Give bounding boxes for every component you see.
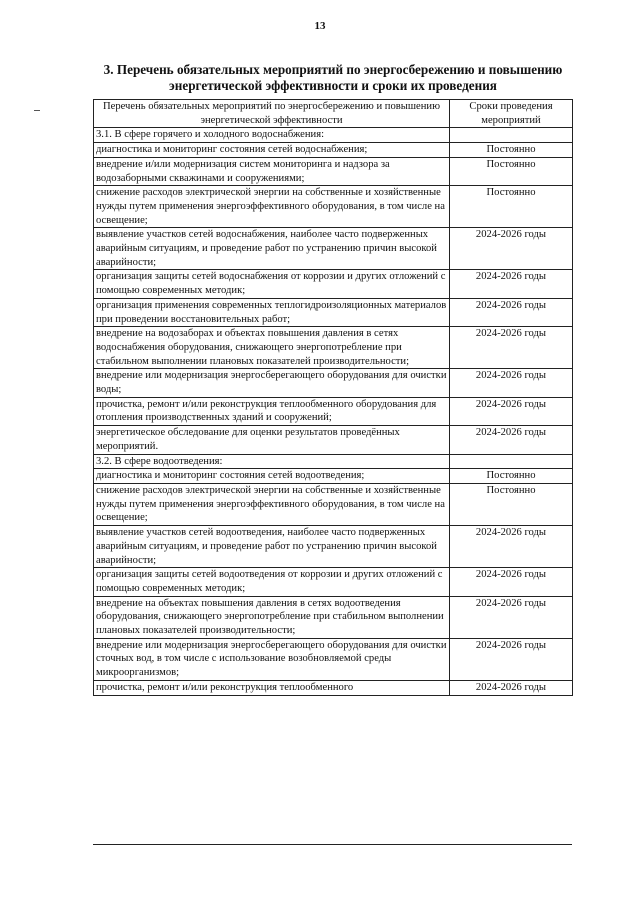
- table-header-row: [94, 100, 573, 128]
- table-row: [94, 680, 573, 695]
- measure-term: 2024-2026 годы: [450, 397, 573, 425]
- table-row: [94, 469, 573, 484]
- table-body: [94, 128, 573, 695]
- measures-table: [93, 99, 573, 696]
- measure-term: 2024-2026 годы: [450, 298, 573, 326]
- measure-term: Постоянно: [450, 186, 573, 228]
- measure-text: выявление участков сетей водоснабжения, наиболее часто подверженных аварийным ситуациям, и проведение работ по устранению причин высокой аварийности;: [94, 228, 450, 270]
- section-row: [94, 128, 573, 143]
- measure-text: диагностика и мониторинг состояния сетей водоснабжения;: [94, 143, 450, 158]
- table-row: [94, 369, 573, 397]
- table-row: [94, 186, 573, 228]
- table-row: [94, 483, 573, 525]
- measure-term: 2024-2026 годы: [450, 638, 573, 680]
- section-title: 3.1. В сфере горячего и холодного водоснабжения:: [94, 128, 450, 143]
- table-row: [94, 568, 573, 596]
- measure-term: Постоянно: [450, 143, 573, 158]
- measure-term: Постоянно: [450, 469, 573, 484]
- empty-cell: [450, 454, 573, 469]
- measure-term: Постоянно: [450, 483, 573, 525]
- section-row: [94, 454, 573, 469]
- measure-text: прочистка, ремонт и/или реконструкция теплообменного оборудования для отопления производственных зданий и сооружений;: [94, 397, 450, 425]
- measure-text: организация защиты сетей водоотведения от коррозии и других отложений с помощью современных методик;: [94, 568, 450, 596]
- measure-text: снижение расходов электрической энергии на собственные и хозяйственные нужды путем применения энергоэффективного оборудования, в том числе на освещение;: [94, 483, 450, 525]
- measure-text: выявление участков сетей водоотведения, наиболее часто подверженных аварийным ситуациям, и проведение работ по устранению причин высокой аварийности;: [94, 526, 450, 568]
- measure-term: Постоянно: [450, 157, 573, 185]
- table-row: [94, 596, 573, 638]
- page-number: 13: [314, 20, 326, 32]
- margin-mark: [34, 110, 40, 111]
- measure-term: 2024-2026 годы: [450, 327, 573, 369]
- header-measures: Перечень обязательных мероприятий по энергосбережению и повышению энергетической эффективности: [94, 100, 450, 128]
- table-row: [94, 426, 573, 454]
- table-row: [94, 638, 573, 680]
- section-title: 3.2. В сфере водоотведения:: [94, 454, 450, 469]
- table-row: [94, 298, 573, 326]
- header-terms: Сроки проведения мероприятий: [450, 100, 573, 128]
- table-row: [94, 327, 573, 369]
- table-row: [94, 270, 573, 298]
- table-row: [94, 397, 573, 425]
- measure-term: 2024-2026 годы: [450, 526, 573, 568]
- measure-text: диагностика и мониторинг состояния сетей водоотведения;: [94, 469, 450, 484]
- empty-cell: [450, 128, 573, 143]
- measure-term: 2024-2026 годы: [450, 426, 573, 454]
- page-bottom-line: [93, 844, 572, 845]
- measure-term: 2024-2026 годы: [450, 369, 573, 397]
- measure-text: снижение расходов электрической энергии на собственные и хозяйственные нужды путем применения энергоэффективного оборудования, в том числе на освещение;: [94, 186, 450, 228]
- measure-text: внедрение на объектах повышения давления в сетях водоотведения оборудования, снижающего энергопотребление при стабильном выполнении плановых показателей производительности;: [94, 596, 450, 638]
- table-row: [94, 228, 573, 270]
- measure-text: внедрение или модернизация энергосберегающего оборудования для очистки сточных вод, в том числе с использование возобновляемой среды микроорганизмов;: [94, 638, 450, 680]
- measure-text: организация защиты сетей водоснабжения от коррозии и других отложений с помощью современных методик;: [94, 270, 450, 298]
- measure-term: 2024-2026 годы: [450, 270, 573, 298]
- table-row: [94, 157, 573, 185]
- measure-term: 2024-2026 годы: [450, 596, 573, 638]
- measure-text: энергетическое обследование для оценки результатов проведённых мероприятий.: [94, 426, 450, 454]
- table-row: [94, 526, 573, 568]
- measure-text: организация применения современных теплогидроизоляционных материалов при проведении восстановительных работ;: [94, 298, 450, 326]
- measure-term: 2024-2026 годы: [450, 228, 573, 270]
- measure-term: 2024-2026 годы: [450, 680, 573, 695]
- section-heading: 3. Перечень обязательных мероприятий по энергосбережению и повышению энергетической эффективности и сроки их проведения: [103, 62, 563, 93]
- table-row: [94, 143, 573, 158]
- measure-term: 2024-2026 годы: [450, 568, 573, 596]
- measure-text: прочистка, ремонт и/или реконструкция теплообменного: [94, 680, 450, 695]
- measure-text: внедрение на водозаборах и объектах повышения давления в сетях водоснабжения оборудования, снижающего энергопотребление при стабильном выполнении плановых показателей производительности;: [94, 327, 450, 369]
- measure-text: внедрение и/или модернизация систем мониторинга и надзора за водозаборными скважинами и сооружениями;: [94, 157, 450, 185]
- measure-text: внедрение или модернизация энергосберегающего оборудования для очистки воды;: [94, 369, 450, 397]
